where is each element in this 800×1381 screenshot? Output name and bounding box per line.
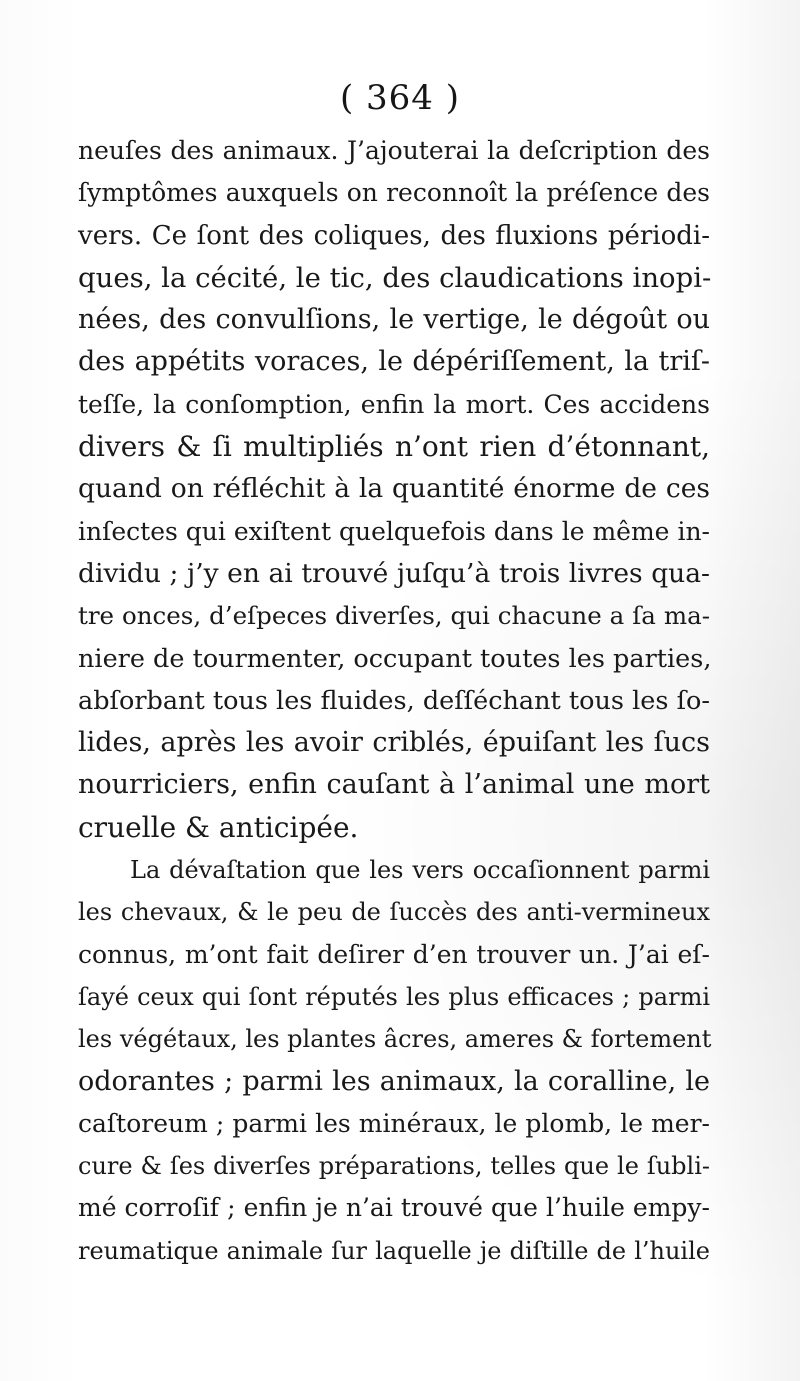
text-line: abſorbant tous les fluides, deſſéchant tous les ſo- <box>78 685 710 716</box>
text-line: connus, m’ont fait deſirer d’en trouver un. J’ai eſ- <box>78 939 710 969</box>
text-line: caſtoreum ; parmi les minéraux, le plomb, le mer- <box>78 1108 710 1138</box>
text-line: lides, après les avoir criblés, épuiſant les ſucs <box>78 727 710 759</box>
text-line: cruelle & anticipée. <box>78 810 359 844</box>
text-line: divers & ſi multipliés n’ont rien d’étonnant, <box>78 430 710 464</box>
text-line: niere de tourmenter, occupant toutes les parties, <box>78 643 712 674</box>
text-line: ſymptômes auxquels on reconnoît la préſence des <box>78 178 710 208</box>
text-line: neuſes des animaux. J’ajouterai la deſcription des <box>78 136 710 165</box>
text-line: cure & ſes diverſes préparations, telles que le ſubli- <box>78 1152 710 1181</box>
text-line: odorantes ; parmi les animaux, la coralline, le <box>78 1065 710 1097</box>
text-line: des appétits voraces, le dépériſſement, la triſ- <box>78 346 710 378</box>
paragraph-2 <box>78 849 710 1272</box>
text-line: les chevaux, & le peu de ſuccès des anti-vermineux <box>78 898 710 927</box>
text-line: les végétaux, les plantes âcres, ameres & fortement <box>78 1025 712 1054</box>
text-line: ques, la cécité, le tic, des claudications inopi- <box>78 261 712 294</box>
body-text <box>78 130 710 1272</box>
text-line: vers. Ce ſont des coliques, des fluxions périodi- <box>78 220 710 251</box>
text-line: tre onces, d’eſpeces diverſes, qui chacune a ſa ma- <box>78 601 710 631</box>
text-line: inſectes qui exiſtent quelquefois dans le même in- <box>78 516 710 546</box>
text-line: La dévaſtation que les vers occaſionnent parmi <box>130 856 710 885</box>
text-line: ſayé ceux qui ſont réputés les plus efficaces ; parmi <box>78 982 710 1011</box>
text-line: nées, des convulſions, le vertige, le dégoût ou <box>78 304 710 336</box>
text-line: quand on réfléchit à la quantité énorme de ces <box>78 473 710 505</box>
text-line: mé corroſif ; enfin je n’ai trouvé que l’huile empy- <box>78 1193 710 1223</box>
text-line: nourriciers, enfin cauſant à l’animal une mort <box>78 769 710 801</box>
text-line: dividu ; j’y en ai trouvé juſqu’à trois livres qua- <box>78 557 710 589</box>
paragraph-1 <box>78 130 710 849</box>
page-number: ( 364 ) <box>339 78 461 118</box>
text-line: teſſe, la conſomption, enfin la mort. Ces accidens <box>78 389 710 419</box>
text-line: reumatique animale ſur laquelle je diſtille de l’huile <box>78 1236 710 1265</box>
